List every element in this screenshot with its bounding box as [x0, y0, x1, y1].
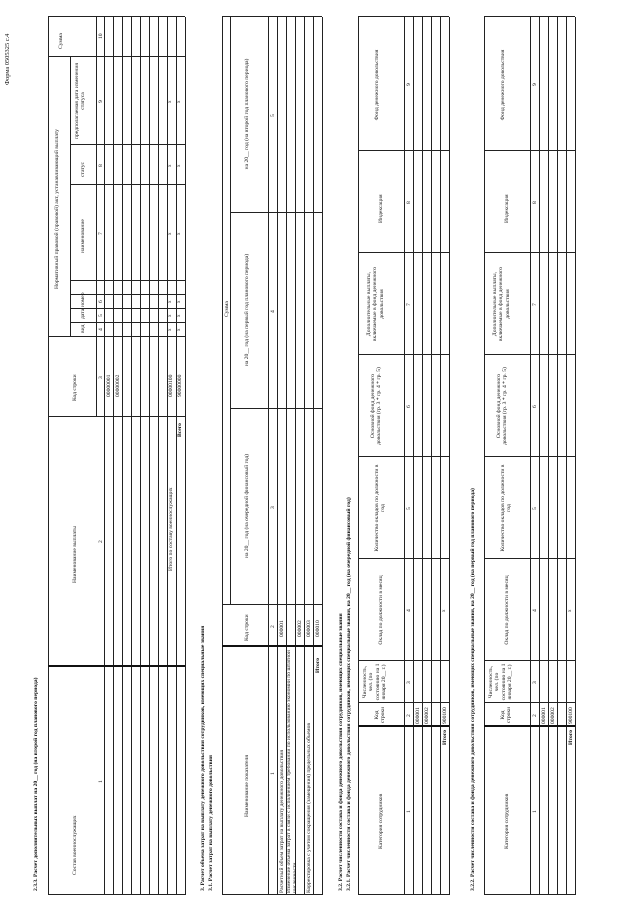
- x-mark-salary-total-3-2-2: x: [568, 609, 573, 612]
- row-code-1: 00000001: [106, 374, 112, 397]
- col-fund-header: Фонд денежного довольствия: [374, 49, 380, 121]
- row-code-2: 00000002: [115, 374, 121, 397]
- grand-total-label: Всего: [177, 423, 183, 437]
- total-label-3-2-1: Итого: [442, 729, 448, 745]
- section-3-title: 3. Расчет объема затрат на выплату денежного довольствия сотрудников, имеющих специальные звания: [200, 625, 206, 891]
- rotated-sheet: Форма 0505325 с.4 2.3.3. Расчет дополнительных выплат на 20__ год (на второй год планового периода) Состав военнослужащих Наименование выплаты Код строки Нормативный правовой (правовой) акт, устанавливающий выплату вид дата номер наименование статус предполагаемая дата изменения статуса Сумма 1 2 3 4 5 6 7 8 9 10 00000001 00000002 Итого по составу военнослужащих 00000100 Всего 90000000 x x x x x x x x x x x x 3. Расчет объема затрат на выплату денежного довольствия сотрудников, имеющих специальные звания 3.1. Расчет затрат на выплату денежного довольствия Наименование показателя Код строки Сумма на 20__ год (на очередной финансовый год) на 20__ год (на первый год планового периода) на 20__ год (на второй год планового периода) 1 2 3 4 5 Расчетный объем затрат на выплату денежного довольствия 000001 Изменение объема затрат в связи с исполнением требований по использованию экономии по штатной численности 000002 Корректировка с учетом сокращения (замещения) предельных объемов 000003 Итого 000010 3.2. Расчет численности состава и фонда денежного довольствия сотрудников, имеющих специальные звания 3.2.1. Расчет численности состава и фонда денежного довольствия сотрудников, имеющих специальные звания, на 20__ год (на очередной финансовый год) Категория сотрудников Код строки Численность, чел. (по состоянию на 1 января 20__ г.) Оклад по должности в месяц Количество окладов по должности в год Основной фонд денежного довольствия (гр. 3 * гр. 4 * гр. 5) Дополнительные выплаты, включаемые в фонд денежного довольствия Индексация Фонд денежного довольствия 1 2 3 4 5 6 7 8 9 000001 000002 Итого 900100 x 3.2.2. Расчет численности состава и фонда денежного довольствия сотрудников, имеющих специальные звания, на 20__ год (на первый год планового периода) Категория сотрудников Код строки Численность, чел. (по состоянию на 1 января 20__ г.) Оклад по должности в месяц Количество окладов по должности в год Основной фонд денежного довольствия (гр. 3 * гр. 4 * гр. 5) Дополнительные выплаты, включаемые в фонд денежного довольствия Индексация Фонд денежного довольствия 1 2 3 4 5 6 7 8 9 000001 000002 Итого 900100 x: [0, 0, 640, 905]
- row-code-3-2-1-2: 000002: [424, 707, 430, 724]
- section-3-2-2-title: 3.2.2. Расчет численности состава и фонда денежного довольствия сотрудников, имеющих специальные звания, на 20__ год (на первый год планового периода): [470, 488, 476, 891]
- col-indicator-header: Наименование показателя: [244, 755, 250, 817]
- col-basic-fund-header: Основной фонд денежного довольствия (гр. 3 * гр. 4 * гр. 5): [370, 367, 383, 445]
- total-by-category-code: 00000100: [168, 374, 174, 397]
- col-fund-header-3-2-2: Фонд денежного довольствия: [500, 49, 506, 121]
- col-code-header-3-1: Код строки: [244, 614, 250, 641]
- col-type-header: вид: [80, 324, 86, 333]
- total-code-3-2-2: 900100: [568, 707, 574, 724]
- row-code-3-2-2-1: 000001: [541, 707, 547, 724]
- col-extra-payments-header: Дополнительные выплаты, включаемые в фонд денежного довольствия: [366, 266, 385, 342]
- col-status-header: статус: [80, 162, 86, 177]
- row-estimated-costs-code: 000001: [279, 620, 285, 637]
- row-code-3-2-1-1: 000001: [415, 707, 421, 724]
- col-salary-count-header-3-2-2: Количество окладов по должности в год: [500, 464, 513, 552]
- col-category-header-3-2-1: Категория сотрудников: [378, 793, 384, 849]
- section-3-1-title: 3.1. Расчет затрат на выплату денежного довольствия: [208, 755, 214, 891]
- col-name-header: наименование: [80, 219, 86, 253]
- col-sum-header: Сумма: [58, 33, 64, 49]
- section-3-2-1-title: 3.2.1. Расчет численности состава и фонда денежного довольствия сотрудников, имеющих специальные звания, на 20__ год (на очередной финансовый год): [346, 497, 352, 891]
- col-category-header-3-2-2: Категория сотрудников: [504, 793, 510, 849]
- col-basic-fund-header-3-2-2: Основной фонд денежного довольствия (гр. 3 * гр. 4 * гр. 5): [496, 367, 509, 445]
- row-estimated-costs: Расчетный объем затрат на выплату денежного довольствия: [279, 750, 285, 893]
- col-code-header-3-2-2: Код строки: [500, 706, 513, 724]
- col-year-2-header: на 20__ год (на первый год планового периода): [244, 253, 250, 367]
- grand-total-code: 90000000: [177, 374, 183, 397]
- col-salary-header-3-2-2: Оклад по должности в месяц: [504, 575, 510, 645]
- col-norm-header: Нормативный правовой (правовой) акт, устанавливающий выплату: [54, 129, 60, 289]
- col-category-header: Состав военнослужащих: [72, 815, 78, 875]
- total-label-3-2-2: Итого: [568, 729, 574, 745]
- total-label-3-1: Итого: [315, 657, 321, 673]
- col-code-header-3-2-1: Код строки: [374, 706, 387, 724]
- col-number-header: номер: [80, 292, 86, 307]
- x-mark-salary-total: x: [442, 609, 447, 612]
- col-extra-payments-header-3-2-2: Дополнительные выплаты, включаемые в фонд денежного довольствия: [492, 266, 511, 342]
- col-code-header: Код строки: [72, 374, 78, 401]
- col-payment-header: Наименование выплаты: [72, 526, 78, 583]
- total-code-3-2-1: 900100: [442, 707, 448, 724]
- col-sum-header-3-1: Сумма: [224, 301, 230, 317]
- col-headcount-header-3-2-2: Численность, чел. (по состоянию на 1 января 20__ г.): [488, 663, 514, 701]
- row-code-3-2-2-2: 000002: [550, 707, 556, 724]
- section-3-2-title: 3.2. Расчет численности состава и фонда денежного довольствия сотрудников, имеющих специальные звания: [338, 613, 344, 891]
- col-year-1-header: на 20__ год (на очередной финансовый год): [244, 453, 250, 559]
- section-2-3-3-title: 2.3.3. Расчет дополнительных выплат на 20__ год (на второй год планового периода): [33, 677, 39, 891]
- col-salary-header: Оклад по должности в месяц: [378, 575, 384, 645]
- col-headcount-header: Численность, чел. (по состоянию на 1 января 20__ г.): [362, 663, 388, 701]
- col-date-header: дата: [80, 308, 86, 319]
- row-change-costs: Изменение объема затрат в связи с исполнением требований по использованию экономии по штатной численности: [286, 650, 299, 893]
- col-future-date-header: предполагаемая дата изменения статуса: [74, 63, 87, 140]
- row-change-costs-code: 000002: [297, 620, 303, 637]
- col-indexation-header-3-2-2: Индексация: [504, 194, 510, 223]
- col-year-3-header: на 20__ год (на второй год планового периода): [244, 58, 250, 170]
- col-salary-count-header: Количество окладов по должности в год: [374, 464, 387, 552]
- row-adjustment-code: 000003: [306, 620, 312, 637]
- col-indexation-header: Индексация: [378, 194, 384, 223]
- row-adjustment: Корректировка с учетом сокращения (замещения) предельных объемов: [306, 722, 312, 893]
- form-code: Форма 0505325 с.4: [4, 33, 11, 85]
- total-code-3-1: 000010: [315, 620, 321, 637]
- total-by-category-label: Итого по составу военнослужащих: [168, 487, 174, 571]
